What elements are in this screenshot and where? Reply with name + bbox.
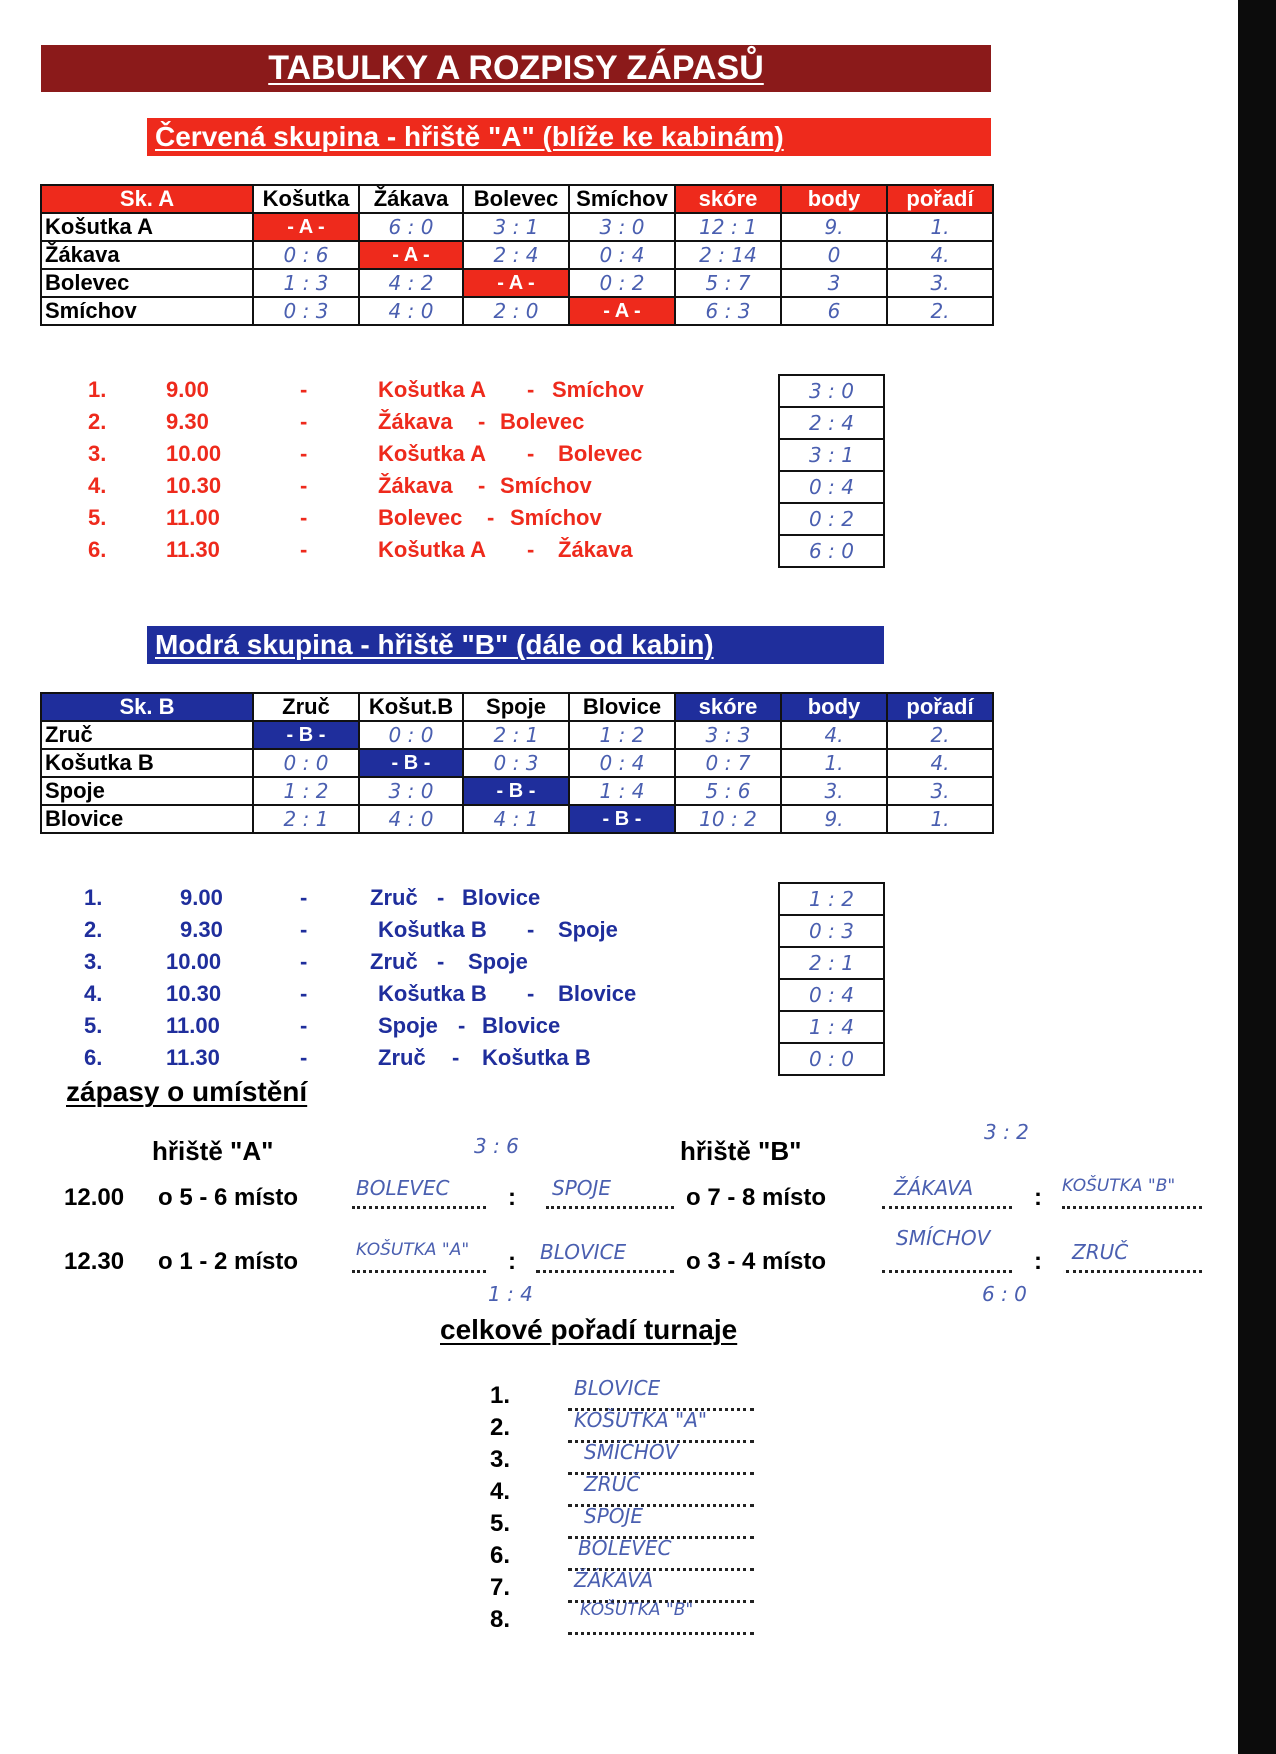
blue-results-box [778,882,885,1076]
table-row [41,721,993,749]
red-col-header: Smíchov [569,185,675,213]
match-number: 2. [84,917,103,942]
score-cell: 6 : 3 [675,297,781,325]
team-name: Spoje [41,777,253,805]
final-standings-heading [440,1314,737,1346]
red-stat-header: pořadí [887,185,993,213]
result-cell: 0 : 2 [569,269,675,297]
score-cell: 12 : 1 [675,213,781,241]
points-cell: 9. [781,805,887,833]
match-label: o 1 - 2 místo [158,1248,299,1275]
red-corner-header: Sk. A [41,185,253,213]
rank-number: 8. [490,1606,511,1633]
blue-group-table [40,692,994,834]
final-standings-heading-text: celkové pořadí turnaje [440,1314,738,1345]
table-row [41,749,993,777]
self-match-cell: - B - [253,721,359,749]
colon: : [1034,1248,1042,1275]
rank-cell: 4. [887,749,993,777]
dash: - [300,981,308,1006]
match-time: 10.30 [166,473,222,498]
colon: : [508,1184,516,1211]
away-team: Smíchov [500,473,592,498]
page-title [41,45,991,92]
dash: - [300,409,308,434]
match-number: 6. [84,1045,103,1070]
result-cell: 0 : 4 [569,749,675,777]
home-team: Žákava [378,409,453,434]
colon: : [508,1248,516,1275]
home-team: Košutka A [378,441,486,466]
match-time: 9.00 [166,377,209,402]
separator: - [527,441,535,466]
match-label: o 5 - 6 místo [158,1184,299,1211]
rank-cell: 1. [887,213,993,241]
result-entry: 1 : 2 [780,884,883,916]
result-cell: 1 : 3 [253,269,359,297]
score-cell: 10 : 2 [675,805,781,833]
dotted-line [352,1270,486,1273]
self-match-cell: - B - [569,805,675,833]
blue-col-header: Zruč [253,693,359,721]
dash: - [300,505,308,530]
away-team: Spoje [558,917,618,942]
standing-team: BLOVICE [574,1376,661,1400]
blue-col-header: Blovice [569,693,675,721]
dotted-line [568,1632,754,1635]
result-cell: 0 : 0 [359,721,463,749]
away-team: Blovice [462,885,541,910]
self-match-cell: - A - [569,297,675,325]
blue-corner-header: Sk. B [41,693,253,721]
match-time: 11.30 [166,537,220,562]
standing-team: SPOJE [584,1504,644,1528]
blue-stat-header: pořadí [887,693,993,721]
result-cell: 4 : 0 [359,805,463,833]
dotted-line [1066,1270,1202,1273]
home-team: Zruč [378,1045,426,1070]
blue-group-banner [147,626,884,664]
result-cell: 3 : 0 [359,777,463,805]
rank-cell: 1. [887,805,993,833]
match-number: 6. [88,537,107,562]
blue-group-banner-text: Modrá skupina - hřiště "B" (dále od kabin) [155,629,714,660]
handwritten-score: 3 : 6 [474,1134,519,1158]
result-entry: 0 : 4 [780,980,883,1012]
rank-number: 6. [490,1542,511,1569]
result-cell: 6 : 0 [359,213,463,241]
match-time: 10.00 [166,949,222,974]
away-team: Blovice [482,1013,561,1038]
points-cell: 3. [781,777,887,805]
team-name: Bolevec [41,269,253,297]
self-match-cell: - B - [359,749,463,777]
rank-cell: 2. [887,297,993,325]
field-b-label: hřiště "B" [680,1136,802,1166]
rank-number: 4. [490,1478,511,1505]
blue-col-header: Košut.B [359,693,463,721]
home-team: Bolevec [378,505,463,530]
match-number: 4. [84,981,103,1006]
result-entry: 3 : 0 [780,376,883,408]
rank-number: 3. [490,1446,511,1473]
match-number: 3. [84,949,103,974]
separator: - [527,537,535,562]
rank-cell: 2. [887,721,993,749]
home-team: Žákava [378,473,453,498]
table-row [41,241,993,269]
result-entry: 2 : 1 [780,948,883,980]
red-col-header: Bolevec [463,185,569,213]
blue-stat-header: body [781,693,887,721]
handwritten-team: SMÍCHOV [896,1226,991,1250]
team-name: Košutka A [41,213,253,241]
placement-heading [48,1076,307,1108]
result-cell: 0 : 3 [253,297,359,325]
standing-team: ZRUČ [584,1472,641,1496]
match-label: o 7 - 8 místo [686,1184,827,1211]
result-cell: 4 : 0 [359,297,463,325]
rank-cell: 3. [887,269,993,297]
team-name: Košutka B [41,749,253,777]
dash: - [300,917,308,942]
result-cell: 0 : 4 [569,241,675,269]
result-cell: 0 : 0 [253,749,359,777]
match-time: 11.30 [166,1045,220,1070]
dotted-line [546,1206,674,1209]
result-cell: 0 : 6 [253,241,359,269]
team-name: Smíchov [41,297,253,325]
home-team: Zruč [370,949,418,974]
points-cell: 6 [781,297,887,325]
dash: - [300,1013,308,1038]
result-cell: 4 : 2 [359,269,463,297]
away-team: Žákava [558,537,633,562]
standing-team: SMÍCHOV [584,1440,679,1464]
self-match-cell: - B - [463,777,569,805]
score-cell: 5 : 6 [675,777,781,805]
match-time: 12.00 [64,1184,125,1211]
handwritten-score: 3 : 2 [984,1120,1029,1144]
standing-team: KOŠUTKA "A" [574,1408,708,1432]
red-group-banner-text: Červená skupina - hřiště "A" (blíže ke kabinám) [155,121,784,152]
dotted-line [1062,1206,1202,1209]
dash: - [300,441,308,466]
rank-cell: 4. [887,241,993,269]
page-title-text: TABULKY A ROZPISY ZÁPASŮ [268,49,764,87]
match-label: o 3 - 4 místo [686,1248,827,1275]
separator: - [437,885,445,910]
points-cell: 3 [781,269,887,297]
score-cell: 0 : 7 [675,749,781,777]
home-team: Košutka A [378,537,486,562]
handwritten-team: ŽÁKAVA [894,1176,974,1200]
separator: - [527,981,535,1006]
separator: - [478,473,486,498]
result-cell: 1 : 4 [569,777,675,805]
blue-col-header: Spoje [463,693,569,721]
result-cell: 2 : 4 [463,241,569,269]
red-group-table [40,184,994,326]
standing-team: KOŠUTKA "B" [580,1600,694,1620]
score-cell: 3 : 3 [675,721,781,749]
self-match-cell: - A - [359,241,463,269]
table-row [41,269,993,297]
handwritten-team: ZRUČ [1072,1240,1129,1264]
match-time: 9.00 [180,885,223,910]
blue-stat-header: skóre [675,693,781,721]
match-time: 9.30 [166,409,209,434]
red-stat-header: skóre [675,185,781,213]
dash: - [300,949,308,974]
separator: - [452,1045,460,1070]
rank-number: 1. [490,1382,511,1409]
field-a-label: hřiště "A" [152,1136,274,1166]
result-cell: 1 : 2 [569,721,675,749]
match-time: 10.00 [166,441,222,466]
separator: - [527,917,535,942]
rank-cell: 3. [887,777,993,805]
placement-heading-text: zápasy o umístění [66,1076,308,1107]
red-group-banner [147,118,991,156]
result-entry: 2 : 4 [780,408,883,440]
dotted-line [536,1270,674,1273]
dash: - [300,1045,308,1070]
home-team: Košutka A [378,377,486,402]
table-row [41,805,993,833]
result-cell: 1 : 2 [253,777,359,805]
handwritten-score: 1 : 4 [488,1282,533,1306]
separator: - [527,377,535,402]
handwritten-team: BOLEVEC [356,1176,450,1200]
separator: - [458,1013,466,1038]
dash: - [300,377,308,402]
result-entry: 1 : 4 [780,1012,883,1044]
match-time: 12.30 [64,1248,125,1275]
match-time: 11.00 [166,1013,220,1038]
colon: : [1034,1184,1042,1211]
dotted-line [352,1206,486,1209]
away-team: Smíchov [510,505,602,530]
handwritten-team: KOŠUTKA "B" [1062,1176,1176,1196]
rank-number: 5. [490,1510,511,1537]
team-name: Zruč [41,721,253,749]
away-team: Spoje [468,949,528,974]
red-results-box [778,374,885,568]
table-row [41,213,993,241]
dotted-line [882,1206,1012,1209]
home-team: Spoje [378,1013,438,1038]
result-entry: 0 : 3 [780,916,883,948]
table-row [41,297,993,325]
result-cell: 2 : 0 [463,297,569,325]
result-cell: 3 : 1 [463,213,569,241]
score-cell: 5 : 7 [675,269,781,297]
match-number: 2. [88,409,107,434]
result-entry: 3 : 1 [780,440,883,472]
result-cell: 2 : 1 [463,721,569,749]
handwritten-team: BLOVICE [540,1240,627,1264]
result-entry: 6 : 0 [809,539,854,563]
match-time: 9.30 [180,917,223,942]
match-number: 5. [84,1013,103,1038]
separator: - [487,505,495,530]
match-time: 10.30 [166,981,222,1006]
result-entry: 0 : 4 [780,472,883,504]
match-number: 1. [84,885,103,910]
match-number: 5. [88,505,107,530]
handwritten-score: 6 : 0 [982,1282,1027,1306]
result-cell: 4 : 1 [463,805,569,833]
scan-edge-shadow [1238,0,1276,1754]
match-time: 11.00 [166,505,220,530]
handwritten-team: SPOJE [552,1176,612,1200]
match-number: 4. [88,473,107,498]
score-cell: 2 : 14 [675,241,781,269]
dash: - [300,885,308,910]
points-cell: 0 [781,241,887,269]
away-team: Bolevec [558,441,643,466]
separator: - [478,409,486,434]
match-number: 3. [88,441,107,466]
standing-team: ŽÁKAVA [574,1568,654,1592]
result-entry: 0 : 2 [780,504,883,536]
result-entry: 0 : 0 [809,1047,854,1071]
home-team: Košutka B [378,917,487,942]
match-number: 1. [88,377,107,402]
self-match-cell: - A - [463,269,569,297]
team-name: Blovice [41,805,253,833]
result-cell: 2 : 1 [253,805,359,833]
result-cell: 3 : 0 [569,213,675,241]
red-stat-header: body [781,185,887,213]
dash: - [300,473,308,498]
separator: - [437,949,445,974]
rank-number: 7. [490,1574,511,1601]
away-team: Bolevec [500,409,585,434]
standing-team: BOLEVEC [578,1536,672,1560]
points-cell: 1. [781,749,887,777]
red-col-header: Žákava [359,185,463,213]
table-row [41,777,993,805]
handwritten-team: KOŠUTKA "A" [356,1240,470,1260]
points-cell: 4. [781,721,887,749]
away-team: Blovice [558,981,637,1006]
dash: - [300,537,308,562]
rank-number: 2. [490,1414,511,1441]
result-cell: 0 : 3 [463,749,569,777]
points-cell: 9. [781,213,887,241]
dotted-line [882,1270,1012,1273]
red-col-header: Košutka [253,185,359,213]
home-team: Košutka B [378,981,487,1006]
away-team: Smíchov [552,377,644,402]
team-name: Žákava [41,241,253,269]
away-team: Košutka B [482,1045,591,1070]
self-match-cell: - A - [253,213,359,241]
home-team: Zruč [370,885,418,910]
